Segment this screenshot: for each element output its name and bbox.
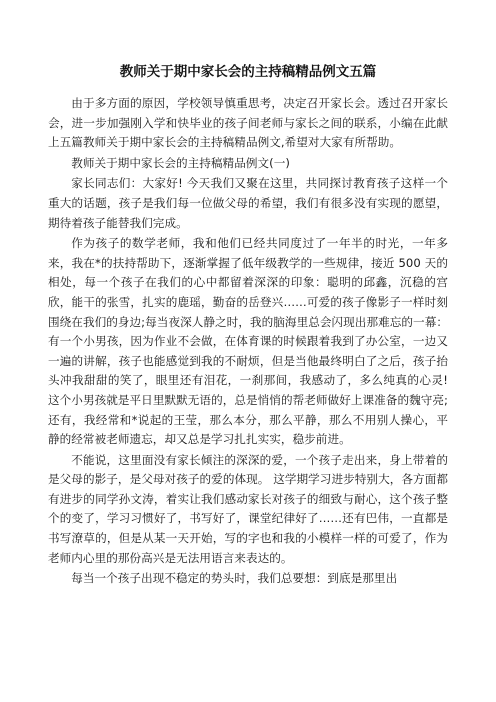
paragraph-parents-love: 不能说，这里面没有家长倾注的深深的爱，一个孩子走出来，身上带着的是父母的影子，是父母对孩子的爱的体现。 这学期学习进步特别大，各方面都有进步的同学孙文涛，着实让我们感动家长对孩子的细致与耐心，这个孩子整个的变了，学习习惯好了，书写好了，课堂纪律好了……还有巴伟，一直都是书写潦草的，但是从某一天开始，写的字也和我的小模样一样的可爱了，作为老师内心里的那份高兴是无法用语言来表达的。 (48, 452, 448, 565)
paragraph-teacher-reflection: 作为孩子的数学老师，我和他们已经共同度过了一年半的时光，一年多来，我在*的扶持帮助下，逐渐掌握了低年级教学的一些规律，接近 500 天的相处，每一个孩子在我们的心中都留着深深的印象：聪明的邱鑫，沉稳的宫欣，能干的张雪，扎实的鹿瑶，勤奋的岳登兴……可爱的孩子像影子一样时刻围绕在我们的身边;每当夜深人静之时，我的脑海里总会闪现出那难忘的一幕：有一个小男孩，因为作业不会做，在体育课的时候跟着我到了办公室，一边又一遍的讲解，孩子也能感觉到我的不耐烦，但是当他最终明白了之后，孩子抬头冲我甜甜的笑了，眼里还有泪花，一刹那间，我感动了，多么纯真的心灵!这个小男孩就是平日里默默无语的，总是悄悄的帮老师做好上课准备的魏守亮;还有，我经常和*说起的王莹，那么本分，那么平静，那么不用别人操心，平静的经常被老师遗忘，却又总是学习扎扎实实，稳步前进。 (48, 236, 448, 447)
document-title: 教师关于期中家长会的主持稿精品例文五篇 (119, 64, 377, 80)
section-heading: 教师关于期中家长会的主持稿精品例文(一) (71, 155, 290, 170)
paragraph-greeting: 家长同志们：大家好! 今天我们又聚在这里，共同探讨教育孩子这样一个重大的话题，孩子是我们每一位做父母的希望，我们有很多没有实现的愿望，期待着孩子能替我们完成。 (48, 176, 448, 230)
paragraph-unstable-trend: 每当一个孩子出现不稳定的势头时，我们总要想：到底是那里出 (71, 571, 398, 586)
paragraph-intro: 由于多方面的原因，学校领导慎重思考，决定召开家长会。透过召开家长会，进一步加强刚入学和快毕业的孩子间老师与家长之间的联系，小编在此献上五篇教师关于期中家长会的主持稿精品例文,希望对大家有所帮助。 (48, 96, 448, 150)
